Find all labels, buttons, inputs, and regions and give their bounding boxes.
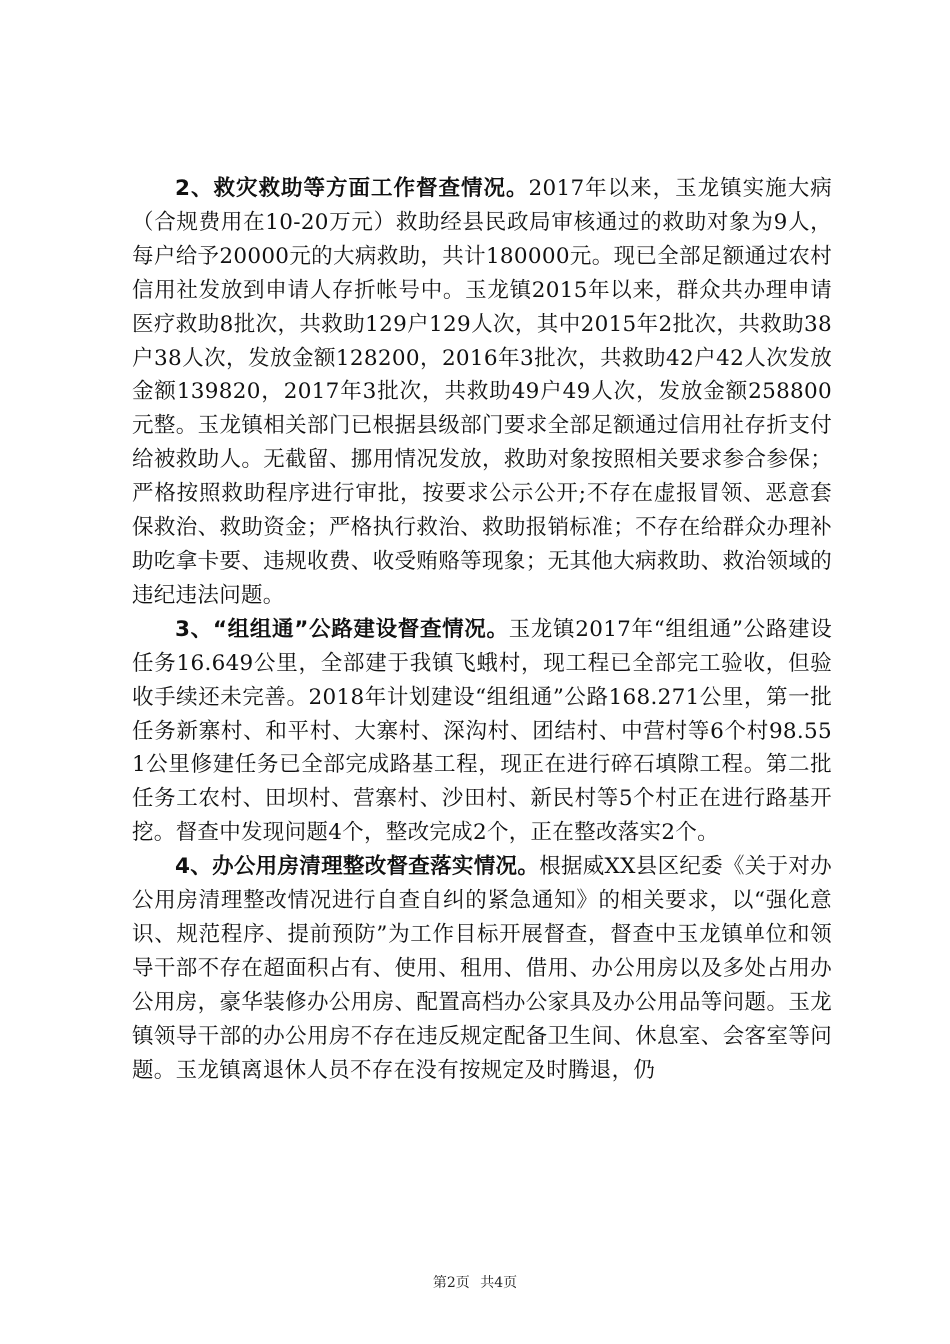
page-number: 第2页 [432,1275,470,1291]
paragraph-text: 根据威XX县区纪委《关于对办公用房清理整改情况进行自查自纠的紧急通知》的相关要求，以“强化意识、规范程序、提前预防”为工作目标开展督查，督查中玉龙镇单位和领导干部不存在超面积占有、使用、租用、借用、办公用房以及多处占用办公用房，豪华装修办公用房、配置高档办公家具及办公用品等问题。玉龙镇领导干部的办公用房不存在违反规定配备卫生间、休息室、会客室等问题。玉龙镇离退休人员不存在没有按规定及时腾退，仍 [132,854,832,1083]
paragraph-heading: 2、救灾救助等方面工作督查情况。 [175,176,529,201]
paragraph-office-housing [132,850,832,1087]
page-total: 共4页 [480,1275,518,1291]
paragraph-text: 2017年以来，玉龙镇实施大病（合规费用在10-20万元）救助经县民政局审核通过的救助对象为9人，每户给予20000元的大病救助，共计180000元。现已全部足额通过农村信用社发放到申请人存折帐号中。玉龙镇2015年以来，群众共办理申请医疗救助8批次，共救助129户129人次，其中2015年2批次，共救助38户38人次，发放金额128200，2016年3批次，共救助42户42人次发放金额139820，2017年3批次，共救助49户49人次，发放金额258800元整。玉龙镇相关部门已根据县级部门要求全部足额通过信用社存折支付给被救助人。无截留、挪用情况发放，救助对象按照相关要求参合参保；严格按照救助程序进行审批，按要求公示公开;不存在虚报冒领、恶意套保救治、救助资金；严格执行救治、救助报销标准；不存在给群众办理补助吃拿卡要、违规收费、收受贿赂等现象；无其他大病救助、救治领域的违纪违法问题。 [132,176,832,608]
paragraph-road-construction [132,613,832,850]
paragraph-text: 玉龙镇2017年“组组通”公路建设任务16.649公里，全部建于我镇飞蛾村，现工程已全部完工验收，但验收手续还未完善。2018年计划建设“组组通”公路168.271公里，第一批任务新寨村、和平村、大寨村、深沟村、团结村、中营村等6个村98.551公里修建任务已全部完成路基工程，现正在进行碎石填隙工程。第二批任务工农村、田坝村、营寨村、沙田村、新民村等5个村正在进行路基开挖。督查中发现问题4个，整改完成2个，正在整改落实2个。 [132,616,832,846]
paragraph-disaster-relief [132,172,832,613]
document-body [132,172,832,1087]
page-footer [0,1272,950,1292]
paragraph-heading: 4、办公用房清理整改督查落实情况。 [175,854,540,880]
paragraph-heading: 3、“组组通”公路建设督查情况。 [175,616,509,642]
